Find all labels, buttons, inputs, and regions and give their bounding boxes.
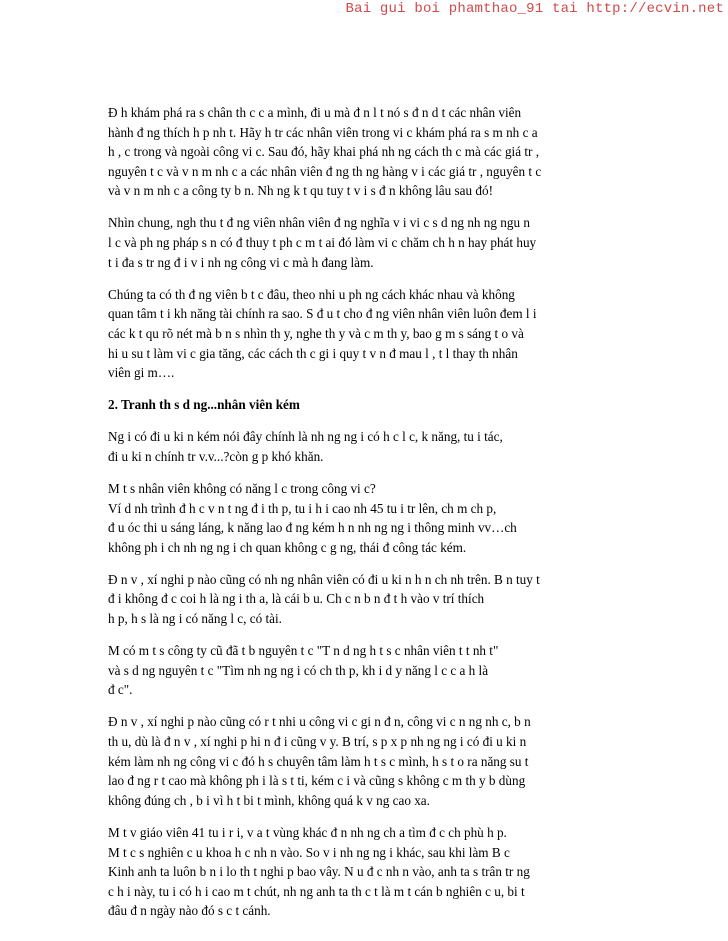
paragraph-3: Chúng ta có th đ ng viên b t c đâu, theo nhi u ph ng cách khác nhau và không quan tâm t i kh năng tài chính ra sao. S đ u t cho đ ng viên nhân viên luôn đem l i các k t qu rõ nét mà b n s nhìn th y, nghe th y và c m th y, bao g m s sáng t o và hi u su t làm vi c gia tăng, các cách th c gi i quy t v n đ mau l , t l thay th nhân viên gi m…. <box>108 286 537 381</box>
paragraph-8: Đ n v , xí nghi p nào cũng có r t nhi u công vi c gi n đ n, công vi c n ng nh c, b n th u, dù là đ n v , xí nghi p hi n đ i cũng v y. B trí, s p x p nh ng ng i có đi u ki n kém làm nh ng công vi c đó h s chuyên tâm làm h t s c mình, h s t o ra năng su t lao đ ng r t cao mà không ph i là s t ti, kém c i và cũng s không c m th y b dùng không đúng ch , b i vì h t bi t mình, không quá k v ng cao xa. <box>108 714 531 808</box>
section-heading: 2. Tranh th s d ng...nhân viên kém <box>108 397 300 413</box>
paragraph-6: Đ n v , xí nghi p nào cũng có nh ng nhân viên có đi u ki n h n ch nh trên. B n tuy t đ i không đ c coi h là ng i th a, là cái b u. Ch c n b n đ t h vào v trí thích h p, h s là ng i có năng l c, có tài. <box>108 571 540 627</box>
paragraph-9: M t v giáo viên 41 tu i r i, v a t vùng khác đ n nh ng ch a tìm đ c ch phù h p. M t c s nghiên c u khoa h c nh n vào. So v i nh ng ng i khác, sau khi làm B c Kinh anh ta luôn b n i lo th t nghi p bao vây. N u đ c nh n vào, anh ta s trân tr ng c h i này, tu i có h i cao m t chút, nh ng anh ta th c t là m t cán b nghiên c u, bi t đâu đ n ngày nào đó s c t cánh. <box>108 824 530 919</box>
paragraph-2: Nhìn chung, ngh thu t đ ng viên nhân viên đ ng nghĩa v i vi c s d ng nh ng ngu n l c và ph ng pháp s n có đ thuy t ph c m t ai đó làm vi c chăm ch h n hay phát huy t i đa s tr ng đ i v i nh ng công vi c mà h đang làm. <box>108 215 537 270</box>
watermark: Bai gui boi phamthao_91 tai http://ecvin.net <box>345 1 724 17</box>
paragraph-5: M t s nhân viên không có năng l c trong công vi c? Ví d nh trình đ h c v n t ng đ i th p, tu i h i cao nh 45 tu i tr lên, ch m ch p, đ u óc thi u sáng láng, k năng lao đ ng kém h n nh ng ng i thông minh vv…ch không ph i ch nh ng ng i ch quan không c g ng, thái đ công tác kém. <box>108 481 517 555</box>
document-body <box>108 103 628 933</box>
paragraph-4: Ng i có đi u ki n kém nói đây chính là nh ng ng i có h c l c, k năng, tu i tác, đi u ki n chính tr v.v...?còn g p khó khăn. <box>108 429 503 464</box>
paragraph-1: Đ h khám phá ra s chân th c c a mình, đi u mà đ n l t nó s đ n d t các nhân viên hành đ ng thích h p nh t. Hãy h tr các nhân viên trong vi c khám phá ra s m nh c a h , c trong và ngoài công vi c. Sau đó, hãy khai phá nh ng cách th c mà các giá tr , nguyên t c và v n m nh c a các nhân viên đ ng th ng hàng v i các giá tr , nguyên t c và v n m nh c a công ty b n. Nh ng k t qu tuy t v i s đ n không lâu sau đó! <box>108 105 542 199</box>
paragraph-7: M có m t s công ty cũ đã t b nguyên t c "T n d ng h t s c nhân viên t t nh t" và s d ng nguyên t c "Tìm nh ng ng i có ch th p, kh i d y năng l c c a h là đ c". <box>108 643 499 698</box>
